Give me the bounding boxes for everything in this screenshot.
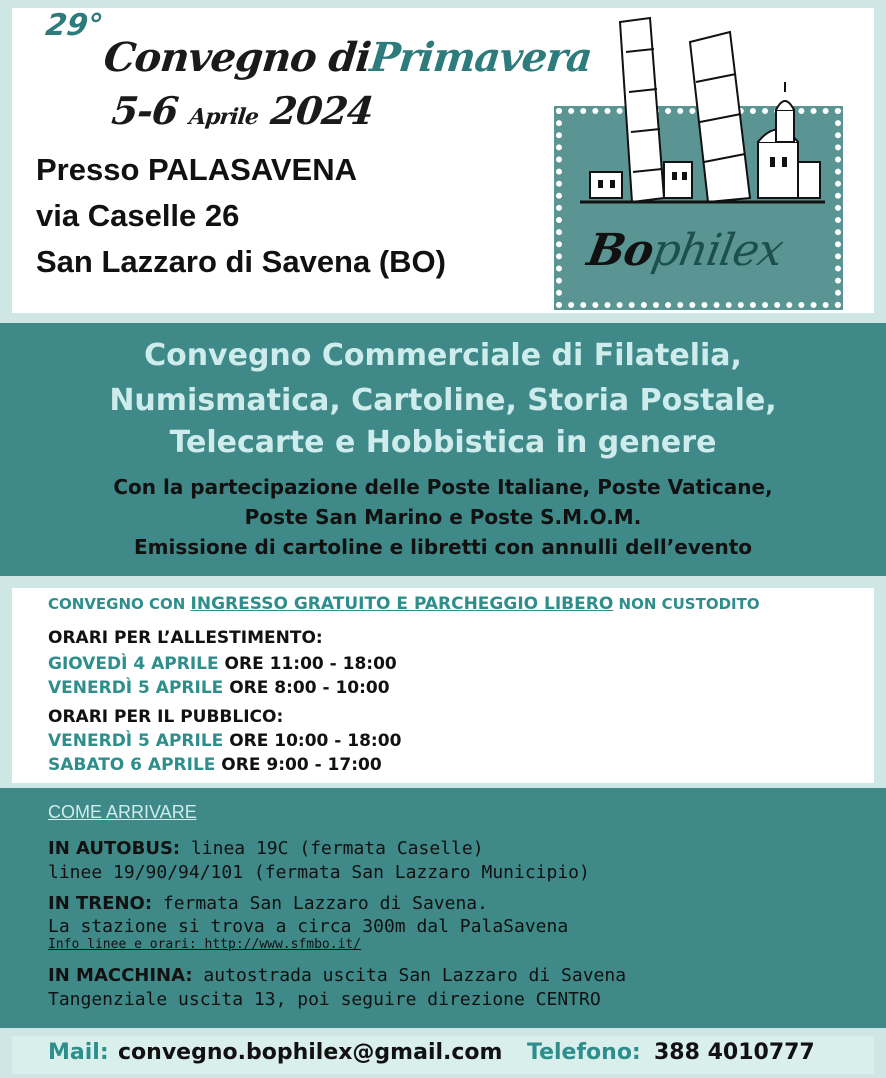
car-line-1 [48, 965, 626, 986]
train-label: IN TRENO: [48, 893, 153, 914]
date-days: 5-6 [109, 88, 181, 133]
event-dates [110, 88, 375, 133]
description-line-3: Telecarte e Hobbistica in genere [169, 425, 717, 460]
entry-info-highlight: INGRESSO GRATUITO E PARCHEGGIO LIBERO [190, 594, 614, 614]
public-day: VENERDÌ 5 APRILE [48, 731, 224, 751]
train-line-1 [48, 893, 488, 914]
entry-info-c: NON CUSTODITO [613, 595, 760, 613]
participation-line-2: Poste San Marino e Poste S.M.O.M. [244, 505, 642, 529]
entry-info-a: CONVEGNO CON [48, 595, 191, 613]
description-line-2: Numismatica, Cartoline, Storia Postale, [109, 383, 777, 418]
setup-hours-title: ORARI PER L’ALLESTIMENTO: [48, 628, 323, 648]
event-title [102, 34, 594, 81]
train-info-link[interactable]: Info linee e orari: http://www.sfmbo.it/ [48, 937, 362, 952]
brand-prefix: Bo [583, 225, 658, 276]
entry-info [48, 594, 760, 614]
car-label: IN MACCHINA: [48, 965, 193, 986]
title-prefix: Convegno di [101, 34, 373, 81]
participation-line-1: Con la partecipazione delle Poste Italiane, Poste Vaticane, [113, 475, 773, 499]
date-year: 2024 [268, 88, 376, 133]
public-hours: ORE 9:00 - 17:00 [215, 755, 382, 775]
bus-line-1 [48, 838, 484, 859]
setup-hours: ORE 11:00 - 18:00 [218, 654, 397, 674]
setup-day: VENERDÌ 5 APRILE [48, 678, 224, 698]
public-hours: ORE 10:00 - 18:00 [223, 731, 402, 751]
public-hours-title: ORARI PER IL PUBBLICO: [48, 707, 284, 727]
phone-number[interactable]: 388 4010777 [654, 1040, 815, 1065]
date-month: Aprile [187, 104, 260, 130]
car-line-2: Tangenziale uscita 13, poi seguire direzione CENTRO [48, 989, 601, 1010]
phone-label: Telefono: [527, 1040, 641, 1065]
participation-line-3: Emissione di cartoline e libretti con annulli dell’evento [133, 535, 752, 559]
description-line-1: Convegno Commerciale di Filatelia, [144, 338, 742, 373]
directions-title: COME ARRIVARE [48, 802, 197, 822]
setup-hours: ORE 8:00 - 10:00 [223, 678, 390, 698]
setup-row [48, 654, 397, 674]
edition-number: 29° [43, 8, 106, 43]
bus-text-1: linea 19C (fermata Caselle) [180, 838, 484, 859]
setup-row [48, 678, 390, 698]
bologna-towers-icon [580, 12, 825, 212]
bus-label: IN AUTOBUS: [48, 838, 181, 859]
venue-line-3: San Lazzaro di Savena (BO) [36, 244, 446, 279]
train-text-1: fermata San Lazzaro di Savena. [152, 893, 488, 914]
public-row [48, 731, 401, 751]
venue-line-1: Presso PALASAVENA [36, 152, 357, 187]
title-accent: Primavera [367, 34, 594, 81]
mail-label: Mail: [48, 1040, 109, 1065]
bophilex-logo [584, 225, 787, 276]
venue-line-2: via Caselle 26 [36, 198, 240, 233]
public-day: SABATO 6 APRILE [48, 755, 216, 775]
train-line-2: La stazione si trova a circa 300m dal PalaSavena [48, 916, 569, 937]
setup-day: GIOVEDÌ 4 APRILE [48, 654, 219, 674]
public-row [48, 755, 382, 775]
bus-line-2: linee 19/90/94/101 (fermata San Lazzaro Municipio) [48, 862, 590, 883]
car-text-1: autostrada uscita San Lazzaro di Savena [192, 965, 627, 986]
brand-accent: philex [648, 225, 787, 276]
mail-address[interactable]: convegno.bophilex@gmail.com [118, 1040, 503, 1065]
